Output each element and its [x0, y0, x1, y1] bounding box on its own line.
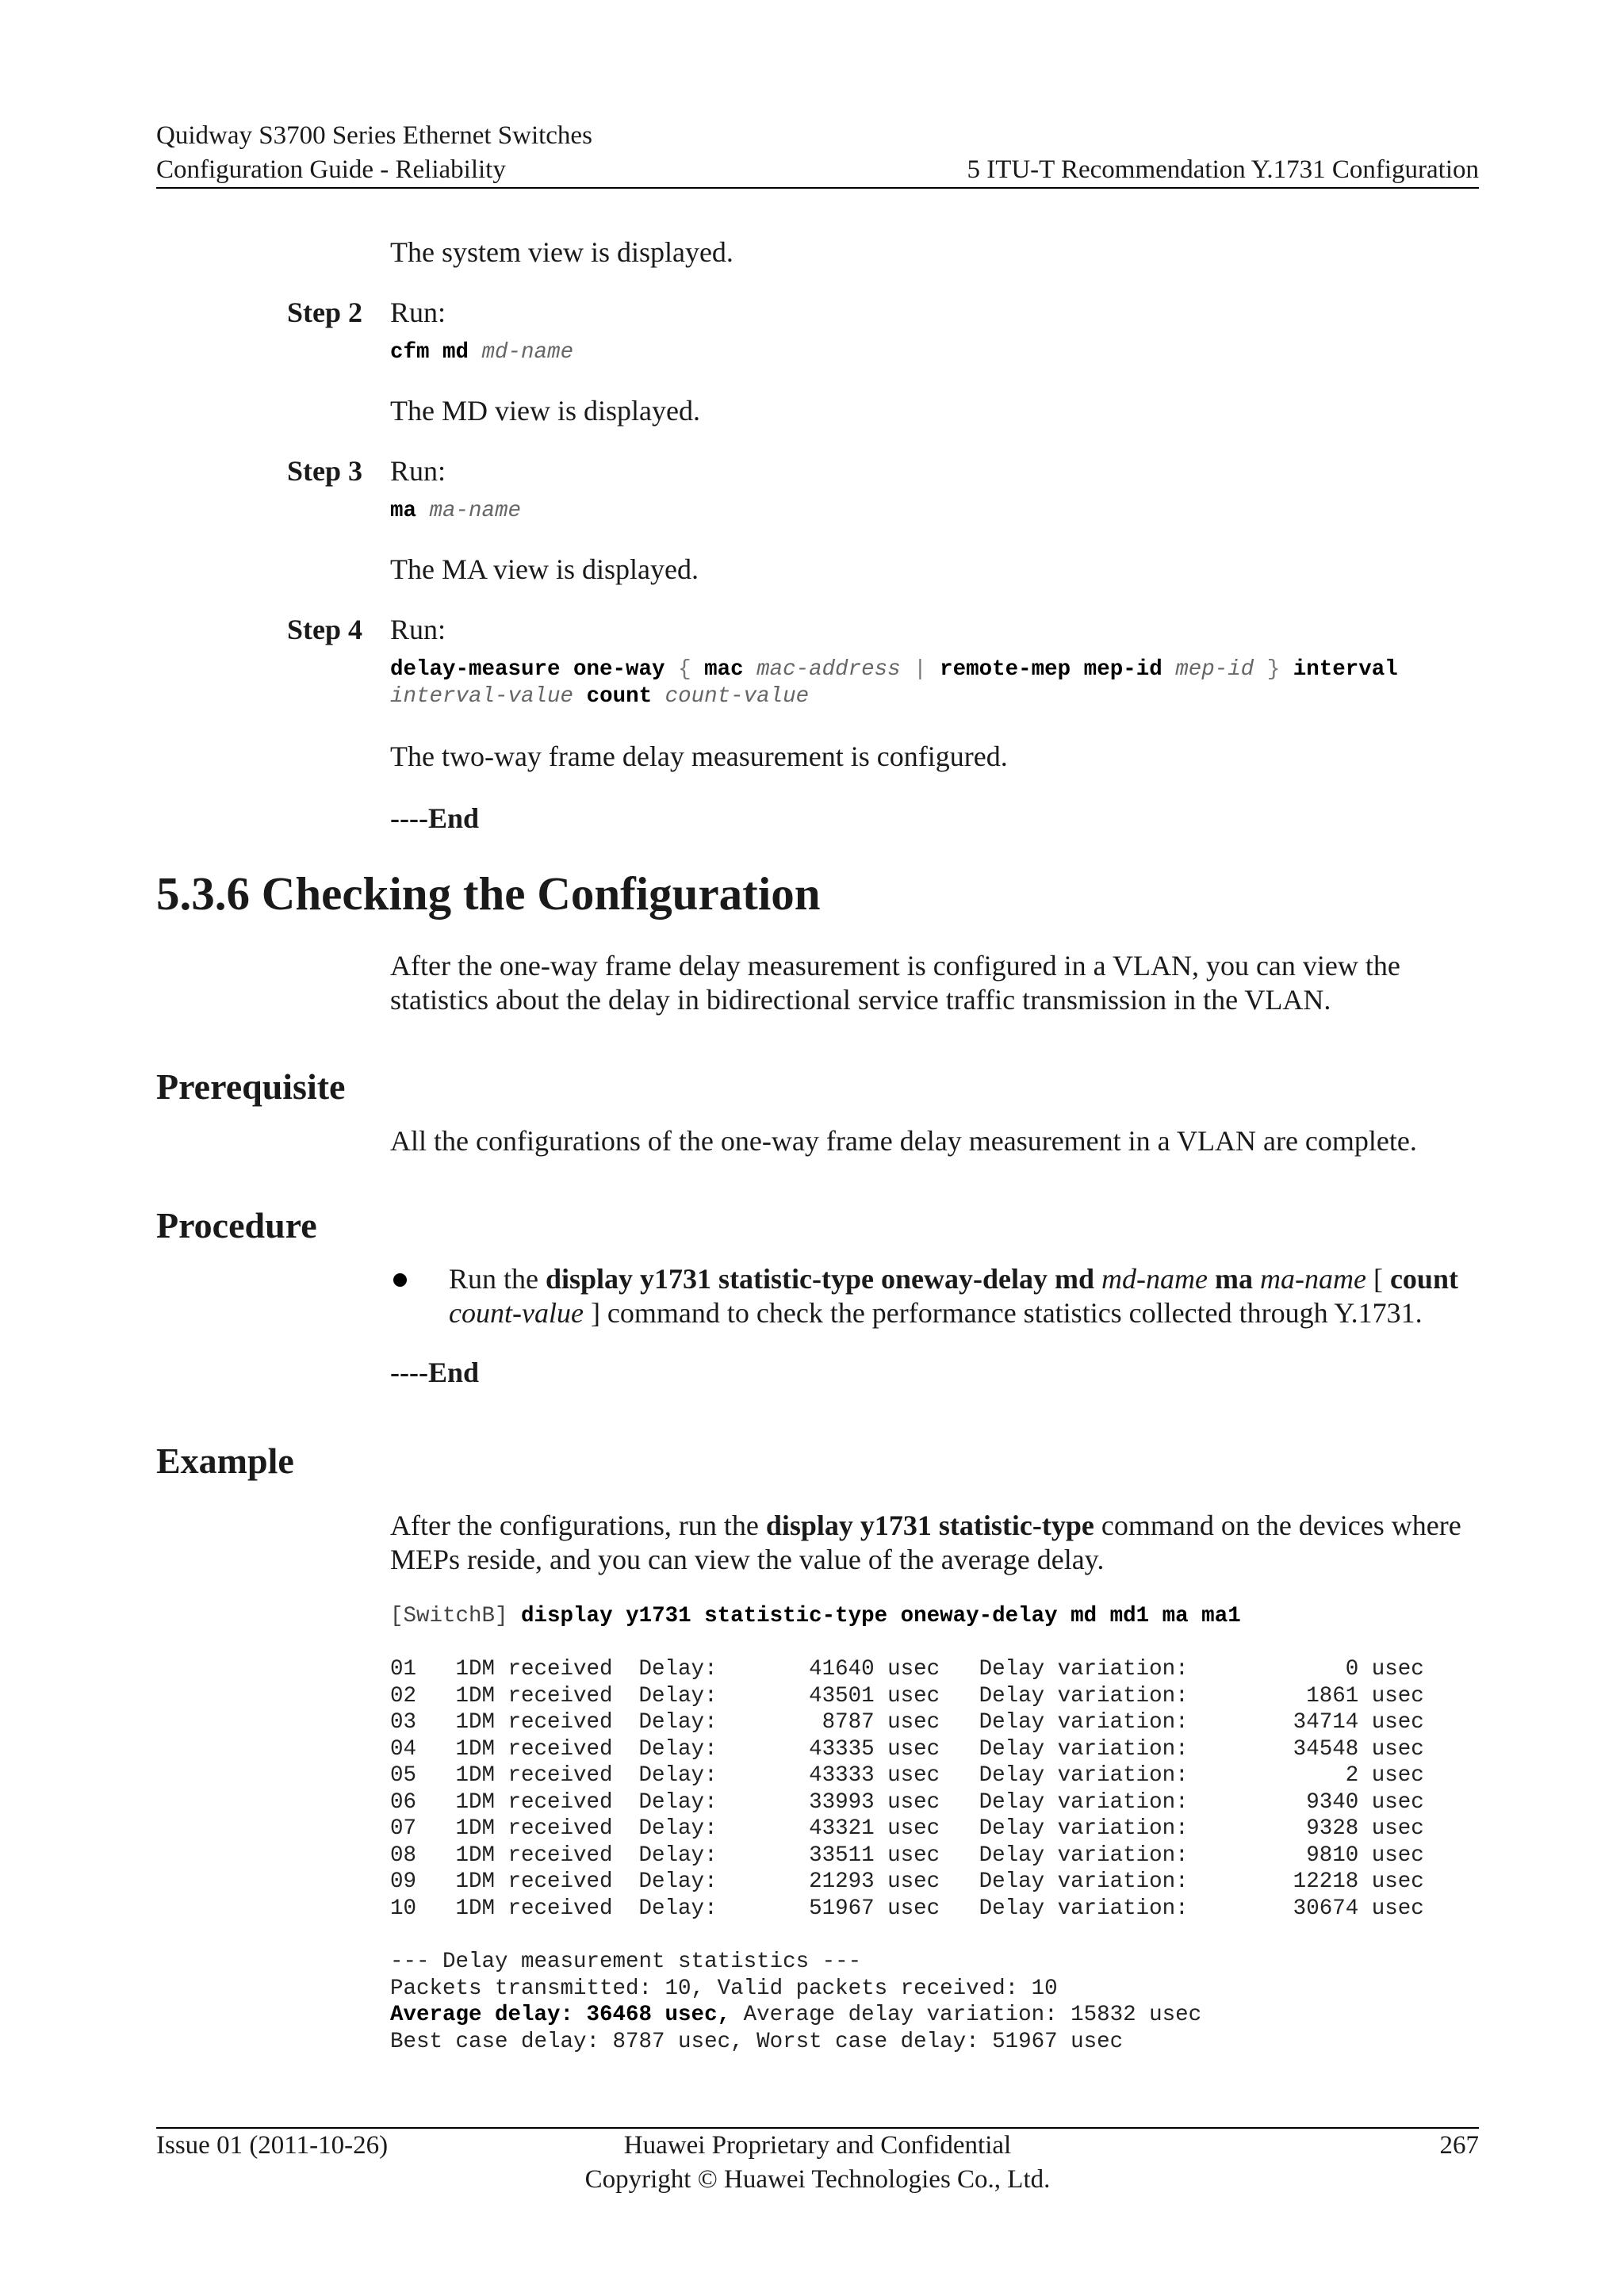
step-4-run: Run:	[390, 614, 446, 645]
terminal-statistics	[390, 1949, 1201, 2055]
text-segment	[652, 684, 665, 709]
page-footer	[156, 2127, 1479, 2200]
terminal-row: 08 1DM received Delay: 33511 usec Delay variation: 9810 usec	[390, 1843, 1424, 1868]
text-segment	[1208, 1263, 1215, 1295]
bullet-icon	[393, 1273, 407, 1287]
procedure-heading: Procedure	[156, 1205, 317, 1246]
text-segment: display y1731 statistic-type oneway-delay md	[546, 1263, 1094, 1295]
procedure-bullet-text	[449, 1262, 1484, 1330]
text-segment: ] command to check the performance statistics collected through Y.1731.	[583, 1297, 1423, 1329]
text-segment: ma-name	[429, 499, 522, 523]
terminal-row: 05 1DM received Delay: 43333 usec Delay variation: 2 usec	[390, 1763, 1424, 1788]
stats-average-variation: Average delay variation: 15832 usec	[730, 2003, 1202, 2027]
stats-average-delay: Average delay: 36468 usec,	[390, 2003, 731, 2027]
text-segment: mac	[704, 657, 744, 682]
step-3-run: Run:	[390, 455, 446, 487]
header-guide: Configuration Guide - Reliability	[156, 155, 506, 184]
text-segment: display y1731 statistic-type	[765, 1510, 1094, 1541]
terminal-output	[390, 1656, 1424, 1922]
text-segment: count-value	[449, 1297, 584, 1329]
step-4-label: Step 4	[287, 614, 363, 645]
step-2-result: The MD view is displayed.	[390, 395, 700, 427]
text-segment: After the configurations, run the	[390, 1510, 766, 1541]
terminal-command: display y1731 statistic-type oneway-delay md md1 ma ma1	[521, 1604, 1241, 1628]
header-product: Quidway S3700 Series Ethernet Switches	[156, 121, 592, 150]
stats-best-worst: Best case delay: 8787 usec, Worst case delay: 51967 usec	[390, 2029, 1124, 2054]
terminal-row: 01 1DM received Delay: 41640 usec Delay variation: 0 usec	[390, 1657, 1424, 1682]
terminal-row: 03 1DM received Delay: 8787 usec Delay variation: 34714 usec	[390, 1710, 1424, 1735]
text-segment	[1253, 1263, 1260, 1295]
prerequisite-text: All the configurations of the one-way frame delay measurement in a VLAN are complete.	[390, 1125, 1417, 1157]
step-4-command-line1	[390, 656, 1484, 683]
page-header	[156, 119, 1479, 189]
text-segment: {	[665, 657, 705, 682]
footer-copyright: Copyright © Huawei Technologies Co., Ltd.	[584, 2165, 1051, 2194]
terminal-row: 07 1DM received Delay: 43321 usec Delay variation: 9328 usec	[390, 1816, 1424, 1841]
text-segment: count-value	[665, 684, 810, 709]
stats-packets: Packets transmitted: 10, Valid packets received: 10	[390, 1976, 1058, 2001]
text-segment: cfm md	[390, 340, 469, 365]
text-segment: [	[1365, 1263, 1390, 1295]
terminal-row: 10 1DM received Delay: 51967 usec Delay variation: 30674 usec	[390, 1896, 1424, 1921]
step-3-label: Step 3	[287, 455, 363, 487]
text-segment: mep-id	[1175, 657, 1254, 682]
terminal-row: 04 1DM received Delay: 43335 usec Delay variation: 34548 usec	[390, 1736, 1424, 1762]
text-segment: Run the	[449, 1263, 546, 1295]
steps-end-marker: ----End	[390, 802, 480, 834]
example-heading: Example	[156, 1441, 294, 1481]
text-segment	[744, 657, 757, 682]
step-2-command	[390, 339, 1484, 366]
example-text	[390, 1509, 1484, 1577]
terminal-row: 06 1DM received Delay: 33993 usec Delay variation: 9340 usec	[390, 1789, 1424, 1815]
step-3-result: The MA view is displayed.	[390, 553, 699, 585]
text-segment: ma	[1214, 1263, 1253, 1295]
text-segment: }	[1254, 657, 1293, 682]
text-segment: count	[586, 684, 653, 709]
prerequisite-heading: Prerequisite	[156, 1066, 346, 1107]
text-segment: mac-address	[756, 657, 901, 682]
footer-confidential: Huawei Proprietary and Confidential	[623, 2131, 1012, 2160]
header-chapter: 5 ITU-T Recommendation Y.1731 Configuration	[967, 155, 1479, 184]
footer-center	[156, 2129, 1479, 2197]
text-segment: interval	[1293, 657, 1398, 682]
step-3-command	[390, 498, 1484, 525]
step-4-command-line2	[390, 683, 1484, 710]
text-segment	[1094, 1263, 1101, 1295]
text-segment: ma-name	[1259, 1263, 1366, 1295]
text-segment: interval-value	[390, 684, 574, 709]
section-intro: After the one-way frame delay measurement is configured in a VLAN, you can view the statistics about the delay in bidirectional service traffic transmission in the VLAN.	[390, 950, 1400, 1016]
footer-issue: Issue 01 (2011-10-26)	[156, 2131, 389, 2160]
terminal-command-line	[390, 1603, 1241, 1630]
text-segment	[573, 684, 587, 709]
text-segment: |	[900, 657, 940, 682]
text-segment: command on the devices where MEPs reside, and you can view the value of the average delay.	[390, 1510, 1461, 1575]
stats-title: --- Delay measurement statistics ---	[390, 1950, 862, 1974]
text-segment: count	[1389, 1263, 1458, 1295]
text-segment: delay-measure one-way	[390, 657, 665, 682]
procedure-end-marker: ----End	[390, 1357, 480, 1388]
text-segment	[416, 499, 430, 523]
text-segment: ma	[390, 499, 417, 523]
section-title: 5.3.6 Checking the Configuration	[156, 867, 821, 920]
terminal-rows	[390, 1657, 1424, 1921]
footer-page-number: 267	[1439, 2131, 1479, 2160]
text-segment	[1162, 657, 1176, 682]
terminal-row: 02 1DM received Delay: 43501 usec Delay variation: 1861 usec	[390, 1683, 1424, 1709]
step-2-label: Step 2	[287, 297, 363, 328]
text-segment	[469, 340, 482, 365]
intro-text: The system view is displayed.	[390, 236, 733, 268]
text-segment: md-name	[481, 340, 574, 365]
terminal-prompt: [SwitchB]	[390, 1604, 508, 1628]
step-4-result: The two-way frame delay measurement is configured.	[390, 740, 1008, 772]
header-left	[156, 119, 592, 187]
terminal-row: 09 1DM received Delay: 21293 usec Delay variation: 12218 usec	[390, 1869, 1424, 1894]
text-segment: remote-mep mep-id	[940, 657, 1162, 682]
text-segment: md-name	[1101, 1263, 1208, 1295]
step-2-run: Run:	[390, 297, 446, 328]
